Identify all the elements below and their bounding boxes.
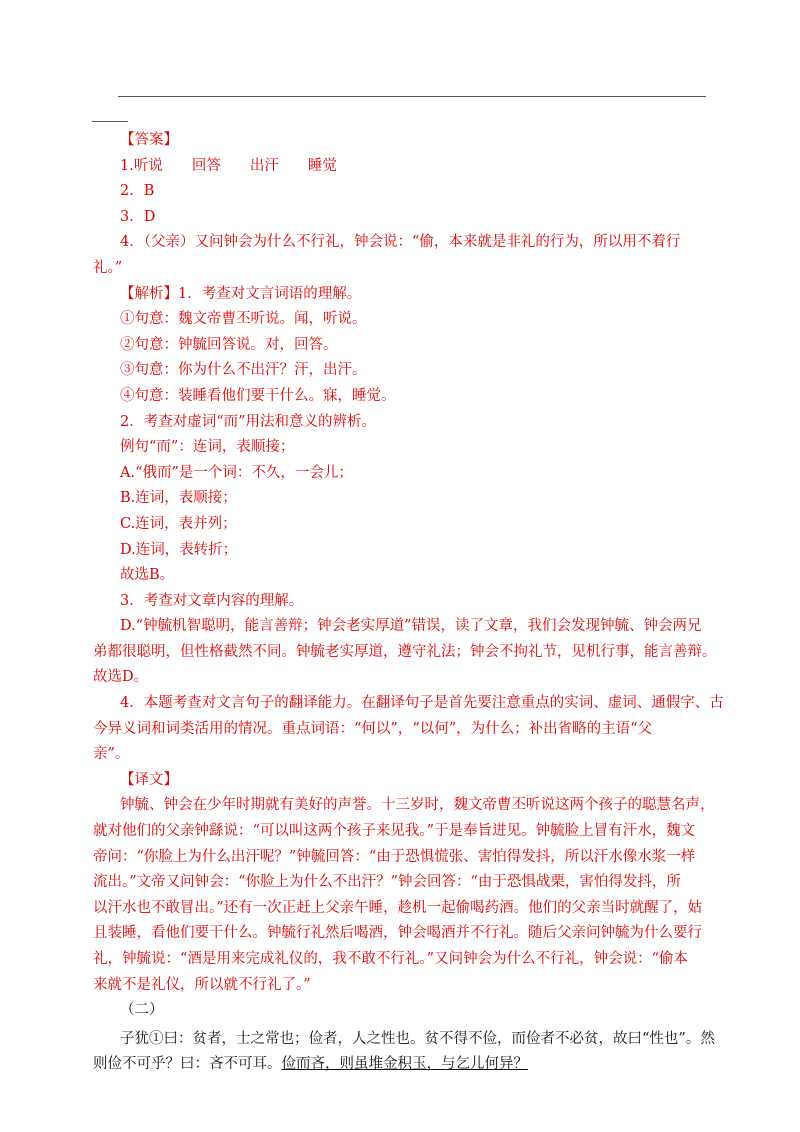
translation-line: 且装睡，看他们要干什么。钟毓行礼然后喝酒，钟会喝酒并不行礼。随后父亲问钟毓为什么要行 <box>93 925 702 942</box>
top-horizontal-rule <box>118 96 706 97</box>
short-horizontal-rule <box>92 121 128 122</box>
passage-text: 则俭不可乎？曰：吝不可耳。 <box>93 1056 282 1073</box>
answer-header: 【答案】 <box>120 132 178 148</box>
analysis-line: 【解析】1．考查对文言词语的理解。 <box>120 285 362 302</box>
translation-header: 【译文】 <box>120 771 178 788</box>
analysis-line: ①句意：魏文帝曹丕听说。闻，听说。 <box>120 311 367 328</box>
analysis-line: B.连词，表顺接； <box>120 490 237 507</box>
translation-line: 礼，钟毓说：“酒是用来完成礼仪的，我不敢不行礼。”又问钟会为什么不行礼，钟会说：“偷本 <box>93 951 688 967</box>
answer-line: 4．（父亲）又问钟会为什么不行礼，钟会说：“偷，本来就是非礼的行为，所以用不着行 <box>120 234 681 251</box>
analysis-line: 3．考查对文章内容的理解。 <box>120 592 304 609</box>
analysis-line: A.“俄而”是一个词：不久，一会儿； <box>120 464 353 481</box>
answer-line: 1.听说 回答 出汗 睡觉 <box>120 157 337 174</box>
answer-line: 2．B <box>120 183 155 200</box>
analysis-line: D.连词，表转折； <box>120 541 238 558</box>
section-heading: （二） <box>120 1002 164 1019</box>
analysis-line: 亲”。 <box>93 746 130 763</box>
translation-line: 就对他们的父亲钟繇说：“可以叫这两个孩子来见我。”于是奉旨进见。钟毓脸上冒有汗水，魏文 <box>93 823 696 840</box>
answer-line: 3．D <box>120 208 156 225</box>
analysis-line: ②句意：钟毓回答说。对，回答。 <box>120 336 338 353</box>
analysis-line: 故选D。 <box>93 669 149 686</box>
analysis-line: 例句“而”：连词，表顺接； <box>120 439 295 456</box>
translation-line: 帝问：“你脸上为什么出汗呢？”钟毓回答：“由于恐惧慌张、害怕得发抖，所以汗水像水浆一样 <box>93 848 696 865</box>
analysis-line: D.“钟毓机智聪明，能言善辩；钟会老实厚道”错误，读了文章，我们会发现钟毓、钟会两兄 <box>120 618 702 635</box>
analysis-line: ④句意：装睡看他们要干什么。寐，睡觉。 <box>120 387 396 404</box>
underlined-sentence: 俭而吝，则虽堆金积玉，与乞儿何异？ <box>281 1056 528 1073</box>
document-body <box>93 128 724 1078</box>
translation-line: 流出。”文帝又问钟会：“你脸上为什么不出汗？”钟会回答：“由于恐惧战栗，害怕得发抖，所 <box>93 874 681 891</box>
analysis-line: 4．本题考查对文言句子的翻译能力。在翻译句子是首先要注意重点的实词、虚词、通假字、古 <box>120 695 724 712</box>
translation-line: 以汗水也不敢冒出。”还有一次正赶上父亲午睡，趁机一起偷喝药酒。他们的父亲当时就醒了，姑 <box>93 899 703 916</box>
passage-line: 子犹①曰：贫者，士之常也；俭者，人之性也。贫不得不俭，而俭者不必贫，故曰“性也”。然 <box>120 1030 715 1047</box>
analysis-line: 故选B。 <box>120 567 175 584</box>
analysis-line: 今异义词和词类活用的情况。重点词语：“何以”，“以何”，为什么；补出省略的主语“父 <box>93 720 653 737</box>
analysis-line: ③句意：你为什么不出汗？汗，出汗。 <box>120 362 367 379</box>
analysis-line: 2．考查对虚词“而”用法和意义的辨析。 <box>120 413 377 430</box>
passage-line <box>93 1052 709 1078</box>
analysis-line: C.连词，表并列； <box>120 515 237 532</box>
analysis-line: 弟都很聪明，但性格截然不同。钟毓老实厚道，遵守礼法；钟会不拘礼节，见机行事，能言善辩。 <box>93 643 717 660</box>
translation-line: 钟毓、钟会在少年时期就有美好的声誉。十三岁时，魏文帝曹丕听说这两个孩子的聪慧名声， <box>120 797 715 814</box>
translation-line: 来就不是礼仪，所以就不行礼了。” <box>93 976 311 993</box>
answer-line: 礼。” <box>93 259 123 276</box>
